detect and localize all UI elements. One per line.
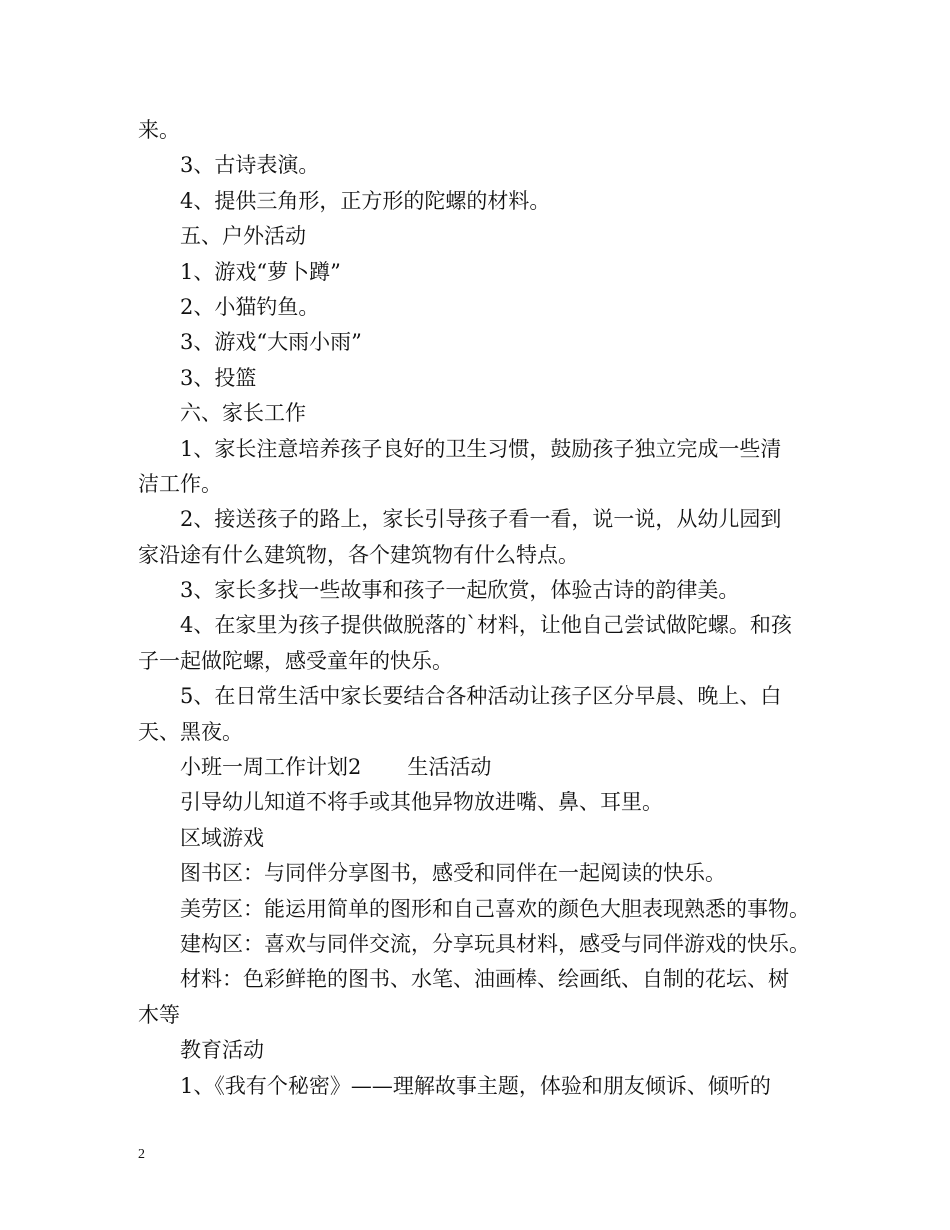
list-item: 2、小猫钓鱼。 bbox=[180, 294, 320, 319]
paragraph-line: 3、古诗表演。 bbox=[180, 153, 320, 178]
paragraph-line: 4、提供三角形，正方形的陀螺的材料。 bbox=[180, 188, 551, 213]
section-heading: 教育活动 bbox=[180, 1038, 264, 1063]
paragraph-line: 美劳区：能运用简单的图形和自己喜欢的颜色大胆表现熟悉的事物。 bbox=[180, 896, 810, 921]
paragraph-line: 1、《我有个秘密》——理解故事主题，体验和朋友倾诉、倾听的 bbox=[180, 1073, 771, 1098]
paragraph-line: 5、在日常生活中家长要结合各种活动让孩子区分早晨、晚上、白 bbox=[180, 684, 782, 709]
list-item: 3、投篮 bbox=[180, 365, 257, 390]
page-number: 2 bbox=[138, 1147, 145, 1162]
list-item: 1、游戏“萝卜蹲” bbox=[180, 259, 341, 284]
paragraph-line: 子一起做陀螺，感受童年的快乐。 bbox=[138, 648, 453, 673]
list-item: 3、游戏“大雨小雨” bbox=[180, 330, 362, 355]
paragraph-line: 2、接送孩子的路上，家长引导孩子看一看，说一说，从幼儿园到 bbox=[180, 507, 782, 532]
paragraph-line: 洁工作。 bbox=[138, 471, 222, 496]
paragraph-line: 图书区：与同伴分享图书，感受和同伴在一起阅读的快乐。 bbox=[180, 861, 726, 886]
paragraph-line: 家沿途有什么建筑物，各个建筑物有什么特点。 bbox=[138, 542, 579, 567]
paragraph-line: 1、家长注意培养孩子良好的卫生习惯，鼓励孩子独立完成一些清 bbox=[180, 436, 782, 461]
paragraph-line: 材料：色彩鲜艳的图书、水笔、油画棒、绘画纸、自制的花坛、树 bbox=[180, 967, 789, 992]
document-body bbox=[138, 113, 828, 1104]
plan-title: 小班一周工作计划2 bbox=[180, 755, 362, 780]
section-heading: 生活活动 bbox=[407, 755, 492, 780]
paragraph-line: 建构区：喜欢与同伴交流，分享玩具材料，感受与同伴游戏的快乐。 bbox=[180, 931, 810, 956]
section-title-line bbox=[138, 750, 828, 785]
section-heading: 六、家长工作 bbox=[180, 401, 306, 426]
paragraph-line: 来。 bbox=[138, 118, 180, 142]
paragraph-line: 3、家长多找一些故事和孩子一起欣赏，体验古诗的韵律美。 bbox=[180, 578, 740, 603]
paragraph-line: 引导幼儿知道不将手或其他异物放进嘴、鼻、耳里。 bbox=[180, 790, 663, 815]
section-heading: 五、户外活动 bbox=[180, 224, 306, 249]
section-heading: 区域游戏 bbox=[180, 825, 264, 850]
paragraph-line: 4、在家里为孩子提供做脱落的`材料，让他自己尝试做陀螺。和孩 bbox=[180, 613, 792, 638]
paragraph-line: 天、黑夜。 bbox=[138, 719, 243, 744]
paragraph-line: 木等 bbox=[138, 1002, 180, 1027]
